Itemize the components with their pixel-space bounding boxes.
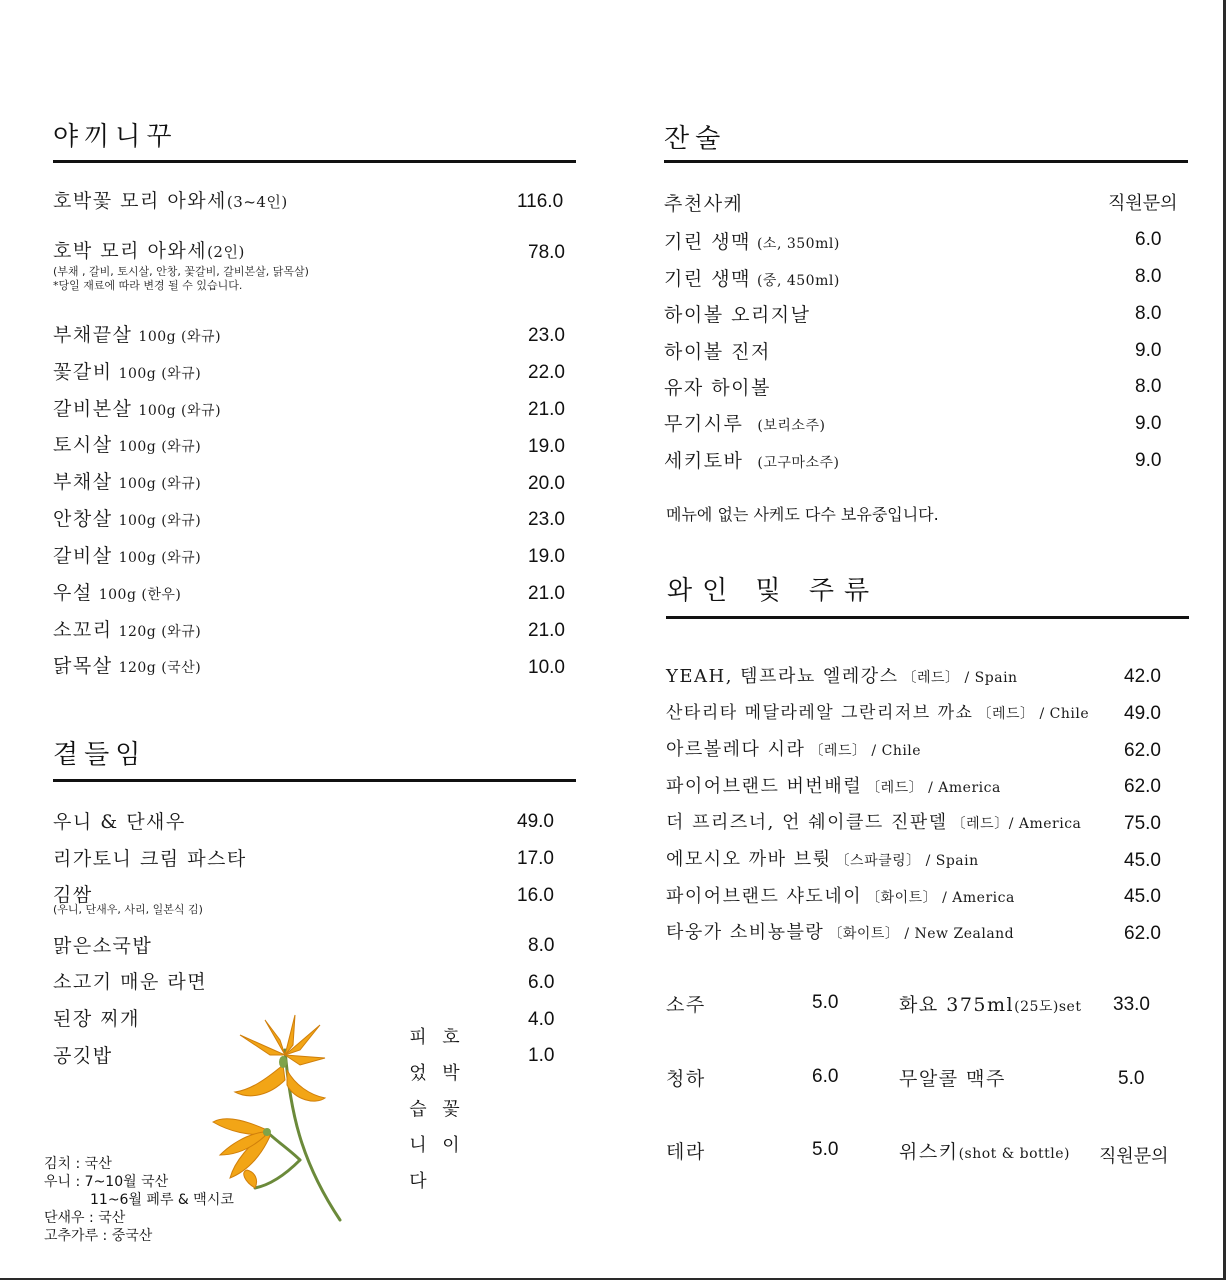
- menu-item: [899, 1137, 1070, 1164]
- menu-item: [666, 918, 1014, 944]
- menu-item: [53, 844, 247, 871]
- menu-item: [53, 236, 245, 263]
- menu-item: [53, 320, 221, 347]
- item-detail: 〔레드〕/ America: [951, 816, 1082, 832]
- item-detail: 〔레드〕 / Spain: [902, 670, 1018, 686]
- item-detail: (중, 450ml): [756, 273, 840, 289]
- section-divider: [53, 160, 576, 163]
- item-price: 22.0: [528, 362, 565, 383]
- menu-item: [666, 662, 1018, 688]
- item-name: 무알콜 맥주: [899, 1068, 1006, 1090]
- section-title-sake: 잔술: [664, 124, 727, 154]
- item-name: 소꼬리: [53, 619, 113, 641]
- menu-item: [53, 1041, 113, 1068]
- item-name: 테라: [666, 1141, 706, 1163]
- item-detail: 〔레드〕 / Chile: [977, 706, 1090, 722]
- menu-item: [53, 467, 201, 494]
- item-name: 부채살: [53, 471, 113, 493]
- item-price: 17.0: [517, 848, 554, 869]
- item-price: 20.0: [528, 473, 565, 494]
- item-detail: 〔화이트〕 / America: [866, 890, 1015, 906]
- item-name: 더 프리즈너, 언 쉐이클드 진판델: [666, 812, 948, 833]
- set-note-disclaimer: *당일 재료에 따라 변경 될 수 있습니다.: [53, 279, 243, 292]
- menu-item: [53, 931, 152, 958]
- item-price: 19.0: [528, 436, 565, 457]
- poem-column-right: [438, 1020, 464, 1164]
- menu-item: [53, 807, 186, 834]
- section-title-sides: 곁들임: [53, 740, 147, 770]
- item-detail: 100g (와규): [118, 476, 202, 492]
- item-name: 갈비살: [53, 545, 113, 567]
- poem-char: 피: [409, 1027, 427, 1048]
- gimssam-note: (우니, 단새우, 사리, 일본식 김): [53, 903, 203, 916]
- item-detail: (3~4인): [226, 193, 288, 211]
- menu-item: [666, 698, 1089, 723]
- menu-item: [53, 578, 181, 605]
- item-name: 하이볼 진저: [664, 341, 771, 363]
- item-price: 5.0: [812, 1139, 839, 1160]
- item-name: 소고기 매운 라면: [53, 971, 208, 993]
- item-detail: (2인): [207, 243, 245, 261]
- menu-item: [53, 430, 201, 457]
- item-name: 공깃밥: [53, 1045, 113, 1067]
- item-name: 호박 모리 아와세: [53, 240, 208, 262]
- poem-char: 습: [409, 1099, 427, 1120]
- item-price: 33.0: [1113, 994, 1150, 1015]
- item-price: 8.0: [528, 935, 555, 956]
- poem-char: 이: [442, 1135, 460, 1156]
- item-name: 부채끝살: [53, 324, 133, 346]
- menu-item: [666, 772, 1001, 798]
- origin-line: 단새우 : 국산: [44, 1210, 126, 1226]
- item-detail: (shot & bottle): [958, 1146, 1071, 1162]
- menu-item: [664, 373, 771, 400]
- origin-info: [44, 1155, 234, 1245]
- menu-item: [666, 735, 921, 761]
- item-price: 10.0: [528, 657, 565, 678]
- item-detail: (25도)set: [1014, 999, 1082, 1015]
- menu-item: [899, 990, 1081, 1017]
- item-detail: 100g (와규): [138, 329, 222, 345]
- origin-line: 우니 : 7~10월 국산: [44, 1174, 169, 1190]
- item-price: 직원문의: [1108, 193, 1178, 214]
- item-price: 5.0: [1118, 1068, 1145, 1089]
- set-note: (부채 , 갈비, 토시살, 안창, 꽃갈비, 갈비본살, 닭목살): [53, 265, 309, 278]
- item-name: 무기시루: [664, 413, 744, 435]
- poem-char: 박: [442, 1063, 460, 1084]
- item-name: 화요 375ml: [899, 994, 1015, 1016]
- section-divider: [664, 160, 1188, 163]
- item-detail: (보리소주): [757, 418, 826, 434]
- item-price: 21.0: [528, 583, 565, 604]
- item-name: 호박꽃 모리 아와세: [53, 190, 227, 212]
- poem-char: 호: [442, 1027, 460, 1048]
- menu-item: [664, 337, 771, 364]
- item-detail: 100g (와규): [118, 439, 202, 455]
- item-name: 청하: [666, 1068, 706, 1090]
- item-name: 추천사케: [664, 193, 744, 215]
- poem-char: 꽃: [442, 1099, 460, 1120]
- item-name: 위스키: [899, 1141, 959, 1163]
- item-detail: 100g (와규): [138, 403, 222, 419]
- item-name: 유자 하이볼: [664, 377, 771, 399]
- item-price: 21.0: [528, 399, 565, 420]
- item-price: 62.0: [1124, 923, 1161, 944]
- item-price: 9.0: [1135, 413, 1162, 434]
- item-name: 김쌈: [53, 884, 93, 906]
- origin-line: 11~6월 페루 & 맥시코: [90, 1192, 234, 1208]
- item-detail: 120g (와규): [118, 624, 202, 640]
- menu-item: [664, 446, 839, 473]
- item-name: 소주: [666, 994, 706, 1016]
- menu-item: [53, 504, 201, 531]
- sake-note: 메뉴에 없는 사케도 다수 보유중입니다.: [666, 505, 939, 524]
- item-price: 78.0: [528, 242, 565, 263]
- item-detail: (고구마소주): [757, 455, 840, 471]
- item-name: 파이어브랜드 샤도네이: [666, 886, 863, 907]
- item-name: 토시살: [53, 434, 113, 456]
- item-detail: 100g (한우): [98, 587, 182, 603]
- item-detail: 〔레드〕 / America: [866, 780, 1001, 796]
- item-price: 6.0: [812, 1066, 839, 1087]
- item-price: 1.0: [528, 1045, 555, 1066]
- item-name: 닭목살: [53, 655, 113, 677]
- poem-column-left: [405, 1020, 431, 1200]
- item-price: 6.0: [528, 972, 555, 993]
- menu-item: [666, 990, 706, 1017]
- item-detail: 100g (와규): [118, 513, 202, 529]
- item-price: 6.0: [1135, 229, 1162, 250]
- menu-item: [664, 264, 840, 291]
- item-price: 4.0: [528, 1009, 555, 1030]
- menu-item: [664, 409, 825, 436]
- section-title-yakiniku: 야끼니꾸: [53, 122, 178, 152]
- item-name: YEAH, 템프라뇨 엘레강스: [666, 666, 899, 687]
- item-detail: (소, 350ml): [756, 236, 840, 252]
- menu-item: [53, 1004, 140, 1031]
- item-name: 맑은소국밥: [53, 935, 153, 957]
- item-detail: 120g (국산): [118, 660, 202, 676]
- item-detail: 〔스파클링〕 / Spain: [835, 853, 979, 869]
- poem-char: 니: [409, 1135, 427, 1156]
- item-name: 된장 찌개: [53, 1008, 140, 1030]
- item-name: 하이볼 오리지날: [664, 304, 811, 326]
- menu-item: [666, 882, 1015, 908]
- item-price: 49.0: [1124, 703, 1161, 724]
- item-name: 산타리타 메달라레알 그란리저브 까쇼: [666, 703, 974, 723]
- menu-item: [53, 541, 201, 568]
- menu-item: [664, 300, 811, 327]
- item-price: 62.0: [1124, 776, 1161, 797]
- item-price: 23.0: [528, 325, 565, 346]
- item-price: 21.0: [528, 620, 565, 641]
- item-price: 19.0: [528, 546, 565, 567]
- menu-item: [53, 357, 201, 384]
- item-price: 5.0: [812, 992, 839, 1013]
- item-detail: 〔레드〕 / Chile: [809, 743, 922, 759]
- menu-item: [899, 1064, 1006, 1091]
- item-name: 우니 & 단새우: [53, 811, 186, 833]
- item-price: 45.0: [1124, 850, 1161, 871]
- item-detail: 〔화이트〕 / New Zealand: [828, 926, 1015, 942]
- menu-item: [666, 808, 1081, 834]
- origin-line: 김치 : 국산: [44, 1156, 112, 1172]
- item-name: 기린 생맥: [664, 231, 751, 253]
- menu-item: [53, 186, 288, 213]
- menu-item: [53, 967, 207, 994]
- item-price: 직원문의: [1099, 1146, 1169, 1167]
- menu-item: [666, 845, 979, 871]
- menu-item: [664, 189, 743, 216]
- item-name: 기린 생맥: [664, 268, 751, 290]
- item-price: 49.0: [517, 811, 554, 832]
- item-detail: 100g (와규): [118, 550, 202, 566]
- item-name: 에모시오 까바 브륏: [666, 849, 832, 870]
- menu-item: [664, 227, 840, 254]
- item-price: 62.0: [1124, 740, 1161, 761]
- item-price: 9.0: [1135, 340, 1162, 361]
- item-name: 꽃갈비: [53, 361, 113, 383]
- item-name: 갈비본살: [53, 398, 133, 420]
- menu-item: [53, 394, 221, 421]
- section-divider: [53, 779, 576, 782]
- item-price: 45.0: [1124, 886, 1161, 907]
- item-name: 타웅가 소비뇽블랑: [666, 922, 825, 943]
- section-divider: [666, 616, 1189, 619]
- item-name: 파이어브랜드 버번배럴: [666, 776, 863, 797]
- poem-char: 다: [409, 1171, 427, 1192]
- menu-item: [53, 651, 201, 678]
- origin-line: 고추가루 : 중국산: [44, 1228, 153, 1244]
- item-price: 16.0: [517, 885, 554, 906]
- item-price: 75.0: [1124, 813, 1161, 834]
- item-name: 우설: [53, 582, 93, 604]
- item-price: 9.0: [1135, 450, 1162, 471]
- item-price: 23.0: [528, 509, 565, 530]
- item-name: 아르볼레다 시라: [666, 739, 806, 760]
- item-price: 8.0: [1135, 376, 1162, 397]
- section-title-wine: 와인 및 주류: [667, 576, 880, 606]
- menu-item: [53, 615, 201, 642]
- item-price: 116.0: [517, 191, 564, 212]
- item-name: 세키토바: [664, 450, 744, 472]
- item-name: 안창살: [53, 508, 113, 530]
- item-detail: 100g (와규): [118, 366, 202, 382]
- poem-char: 었: [409, 1063, 427, 1084]
- menu-item: [666, 1064, 706, 1091]
- item-price: 8.0: [1135, 303, 1162, 324]
- item-price: 42.0: [1124, 666, 1161, 687]
- item-name: 리가토니 크림 파스타: [53, 848, 247, 870]
- item-price: 8.0: [1135, 266, 1162, 287]
- menu-item: [666, 1137, 706, 1164]
